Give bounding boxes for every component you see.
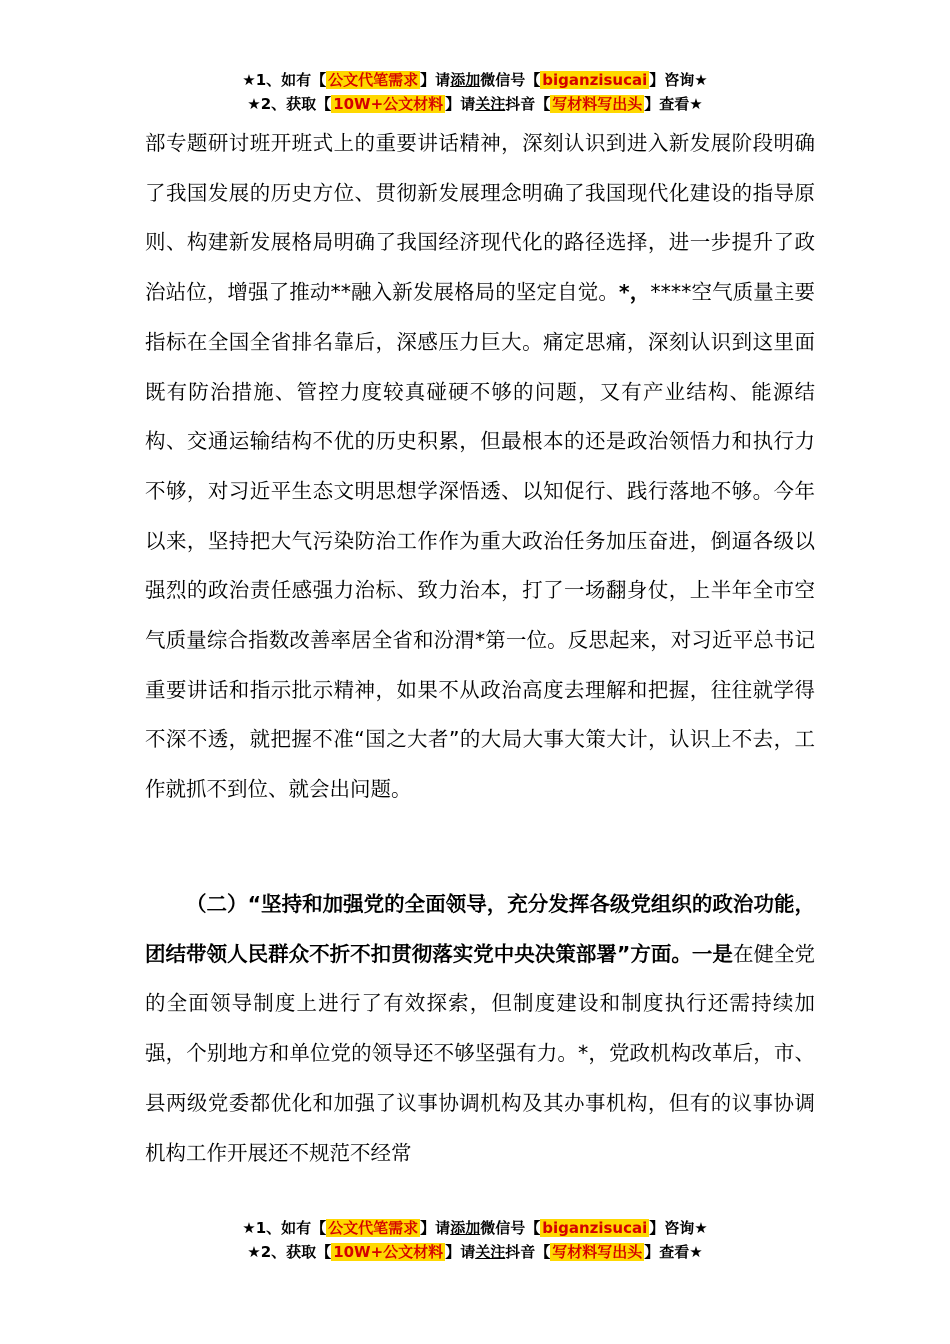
- banner-text: 抖音【: [505, 95, 551, 113]
- banner-text: ★1、如有【: [242, 71, 327, 89]
- banner-text: 】请: [420, 71, 451, 89]
- body-paragraph-1: [145, 119, 815, 815]
- banner-underlined: 关注: [475, 1243, 506, 1261]
- banner-text: ★2、获取【: [247, 95, 332, 113]
- banner-line-1: [0, 68, 950, 92]
- banner-text: 】请: [445, 95, 476, 113]
- banner-highlight: 公文代笔需求: [328, 71, 419, 89]
- banner-text: 】请: [445, 1243, 476, 1261]
- banner-text: 】查看★: [644, 95, 703, 113]
- banner-underlined: 添加: [450, 71, 481, 89]
- banner-highlight: 10W+公文材料: [333, 95, 444, 113]
- banner-line-1: [0, 1216, 950, 1240]
- banner-text: ★2、获取【: [247, 1243, 332, 1261]
- banner-text: 】查看★: [644, 1243, 703, 1261]
- banner-text: ★1、如有【: [242, 1219, 327, 1237]
- header-banner: [0, 68, 950, 116]
- banner-highlight: 写材料写出头: [552, 95, 643, 113]
- section-heading: （二）“坚持和加强党的全面领导，充分发挥各级党组织的政治功能，团结带领人民群众不折不扣贯彻落实党中央决策部署”方面。一是: [145, 892, 815, 966]
- banner-underlined: 关注: [475, 95, 506, 113]
- body-paragraph-2: [145, 880, 815, 1178]
- paragraph-bold-text: *，: [618, 280, 651, 305]
- banner-highlight: biganzisucai: [542, 1219, 648, 1237]
- banner-line-2: [0, 92, 950, 116]
- banner-text: 】咨询★: [649, 71, 708, 89]
- paragraph-text: 在健全党的全面领导制度上进行了有效探索，但制度建设和制度执行还需持续加强，个别地方和单位党的领导还不够坚强有力。*，党政机构改革后，市、县两级党委都优化和加强了议事协调机构及其办事机构，但有的议事协调机构工作开展还不规范不经常: [145, 941, 816, 1165]
- banner-underlined: 添加: [450, 1219, 481, 1237]
- banner-highlight: 公文代笔需求: [328, 1219, 419, 1237]
- banner-line-2: [0, 1240, 950, 1264]
- banner-highlight: 写材料写出头: [552, 1243, 643, 1261]
- banner-text: 微信号【: [480, 71, 541, 89]
- banner-highlight: 10W+公文材料: [333, 1243, 444, 1261]
- banner-text: 】咨询★: [649, 1219, 708, 1237]
- banner-text: 抖音【: [505, 1243, 551, 1261]
- banner-highlight: biganzisucai: [542, 71, 648, 89]
- paragraph-text: 部专题研讨班开班式上的重要讲话精神，深刻认识到进入新发展阶段明确了我国发展的历史方位、贯彻新发展理念明确了我国现代化建设的指导原则、构建新发展格局明确了我国经济现代化的路径选择，进一步提升了政治站位，增强了推动**融入新发展格局的坚定自觉。: [145, 131, 815, 305]
- banner-text: 】请: [420, 1219, 451, 1237]
- banner-text: 微信号【: [480, 1219, 541, 1237]
- footer-banner: [0, 1216, 950, 1264]
- paragraph-text: ****空气质量主要指标在全国全省排名靠后，深感压力巨大。痛定思痛，深刻认识到这里面既有防治措施、管控力度较真碰硬不够的问题，又有产业结构、能源结构、交通运输结构不优的历史积累，但最根本的还是政治领悟力和执行力不够，对习近平生态文明思想学深悟透、以知促行、践行落地不够。今年以来，坚持把大气污染防治工作作为重大政治任务加压奋进，倒逼各级以强烈的政治责任感强力治标、致力治本，打了一场翻身仗，上半年全市空气质量综合指数改善率居全省和汾渭*第一位。反思起来，对习近平总书记重要讲话和指示批示精神，如果不从政治高度去理解和把握，往往就学得不深不透，就把握不准“国之大者”的大局大事大策大计，认识上不去，工作就抓不到位、就会出问题。: [145, 280, 815, 802]
